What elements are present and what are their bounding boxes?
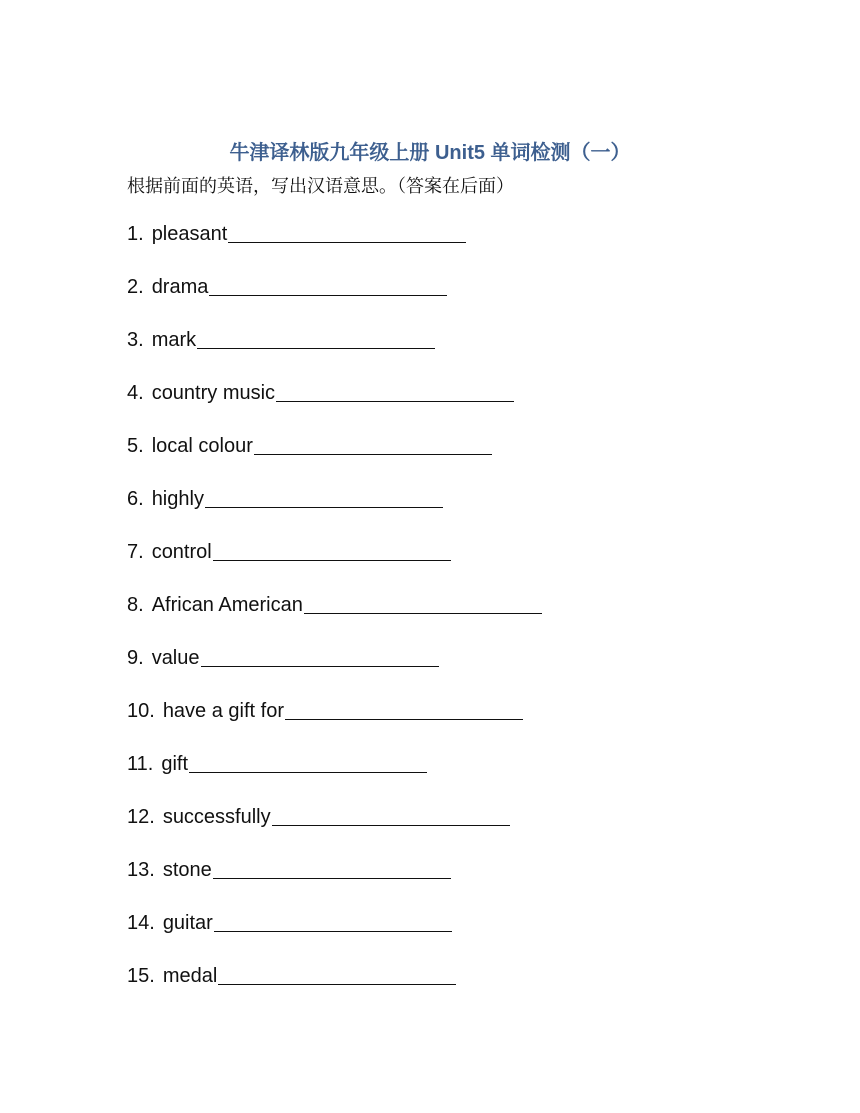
answer-blank[interactable] bbox=[197, 347, 435, 349]
item-number: 4. bbox=[127, 382, 144, 404]
item-number: 5. bbox=[127, 435, 144, 457]
answer-blank[interactable] bbox=[254, 453, 492, 455]
item-number: 11. bbox=[127, 753, 154, 775]
answer-blank[interactable] bbox=[213, 877, 451, 879]
item-term: country music bbox=[151, 382, 276, 404]
item-term: have a gift for bbox=[162, 700, 284, 722]
vocab-item bbox=[127, 909, 452, 937]
vocab-item bbox=[127, 538, 451, 566]
vocab-item bbox=[127, 326, 435, 354]
item-term: successfully bbox=[162, 806, 271, 828]
item-number: 6. bbox=[127, 488, 144, 510]
item-term: local colour bbox=[151, 435, 253, 457]
item-number: 13. bbox=[127, 859, 155, 881]
vocab-item bbox=[127, 803, 510, 831]
answer-blank[interactable] bbox=[218, 983, 456, 985]
vocab-item bbox=[127, 856, 451, 884]
vocab-item bbox=[127, 962, 456, 990]
item-term: stone bbox=[162, 859, 212, 881]
item-term: control bbox=[151, 541, 212, 563]
item-number: 15. bbox=[127, 965, 155, 987]
item-number: 10. bbox=[127, 700, 155, 722]
item-number: 2. bbox=[127, 276, 144, 298]
item-term: gift bbox=[161, 753, 189, 775]
answer-blank[interactable] bbox=[201, 665, 439, 667]
vocab-item bbox=[127, 432, 492, 460]
answer-blank[interactable] bbox=[228, 241, 466, 243]
answer-blank[interactable] bbox=[285, 718, 523, 720]
item-number: 8. bbox=[127, 594, 144, 616]
vocab-item bbox=[127, 485, 443, 513]
item-number: 14. bbox=[127, 912, 155, 934]
vocab-item bbox=[127, 591, 542, 619]
answer-blank[interactable] bbox=[304, 612, 542, 614]
item-term: guitar bbox=[162, 912, 213, 934]
item-number: 7. bbox=[127, 541, 144, 563]
item-term: highly bbox=[151, 488, 204, 510]
instructions-text: 根据前面的英语，写出汉语意思。（答案在后面） bbox=[127, 176, 514, 197]
item-term: mark bbox=[151, 329, 197, 351]
item-term: drama bbox=[151, 276, 209, 298]
item-number: 3. bbox=[127, 329, 144, 351]
answer-blank[interactable] bbox=[272, 824, 510, 826]
vocab-item bbox=[127, 697, 523, 725]
answer-blank[interactable] bbox=[214, 930, 452, 932]
item-number: 12. bbox=[127, 806, 155, 828]
vocab-item bbox=[127, 644, 439, 672]
item-number: 1. bbox=[127, 223, 144, 245]
item-term: pleasant bbox=[151, 223, 228, 245]
answer-blank[interactable] bbox=[205, 506, 443, 508]
answer-blank[interactable] bbox=[209, 294, 447, 296]
vocab-item bbox=[127, 750, 427, 778]
answer-blank[interactable] bbox=[276, 400, 514, 402]
answer-blank[interactable] bbox=[213, 559, 451, 561]
item-term: African American bbox=[151, 594, 303, 616]
item-term: medal bbox=[162, 965, 218, 987]
vocab-item bbox=[127, 273, 447, 301]
answer-blank[interactable] bbox=[189, 771, 427, 773]
vocab-item bbox=[127, 220, 466, 248]
item-number: 9. bbox=[127, 647, 144, 669]
item-term: value bbox=[151, 647, 200, 669]
vocab-item bbox=[127, 379, 514, 407]
page-title: 牛津译林版九年级上册 Unit5 单词检测（一） bbox=[229, 142, 631, 164]
